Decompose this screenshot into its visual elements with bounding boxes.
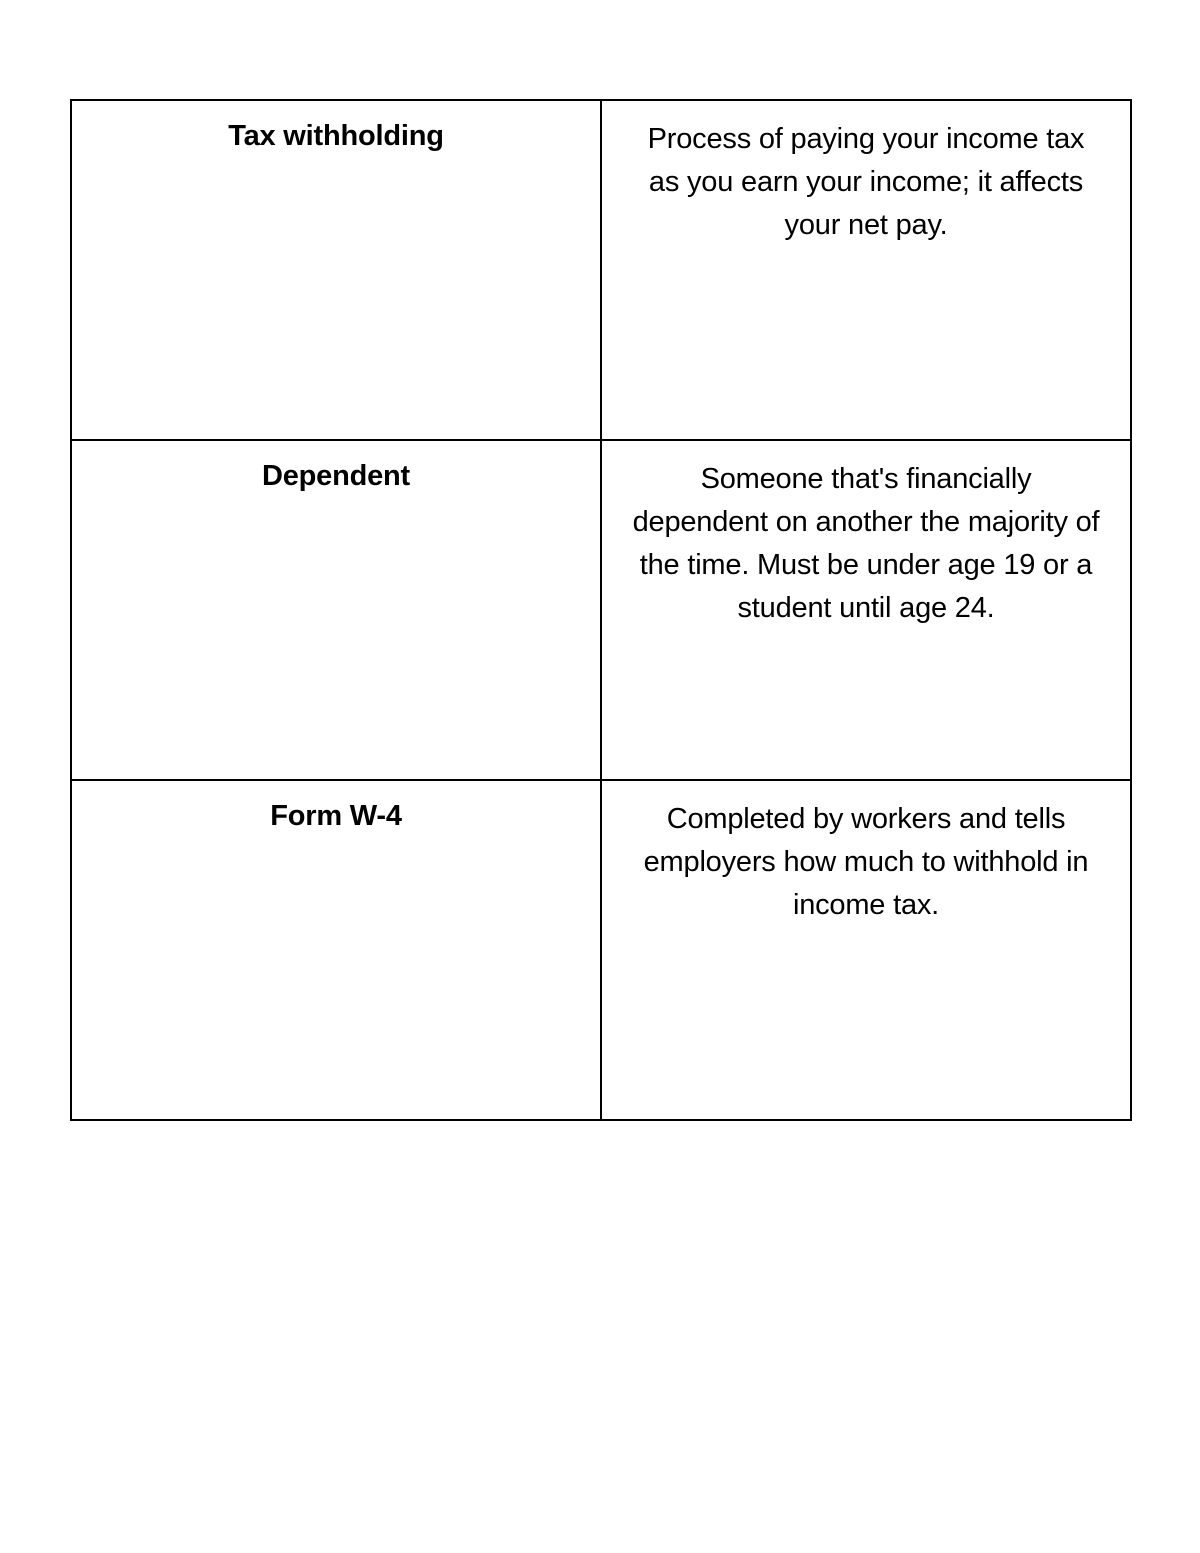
term-text: Form W-4 bbox=[270, 800, 402, 832]
definition-text: Someone that's financially dependent on another the majority of the time. Must be under age 19 or a student until age 24. bbox=[632, 463, 1100, 624]
table-row bbox=[71, 780, 1131, 1120]
term-cell bbox=[71, 780, 601, 1120]
definition-text: Completed by workers and tells employers how much to withhold in income tax. bbox=[643, 803, 1089, 921]
table-row bbox=[71, 100, 1131, 440]
vocabulary-table bbox=[70, 99, 1132, 1121]
table-row bbox=[71, 440, 1131, 780]
term-text: Tax withholding bbox=[228, 120, 444, 152]
definition-text: Process of paying your income tax as you earn your income; it affects your net pay. bbox=[647, 123, 1085, 241]
term-text: Dependent bbox=[261, 460, 411, 492]
definition-cell bbox=[601, 780, 1131, 1120]
definition-cell bbox=[601, 100, 1131, 440]
definition-cell bbox=[601, 440, 1131, 780]
term-cell bbox=[71, 440, 601, 780]
term-cell bbox=[71, 100, 601, 440]
